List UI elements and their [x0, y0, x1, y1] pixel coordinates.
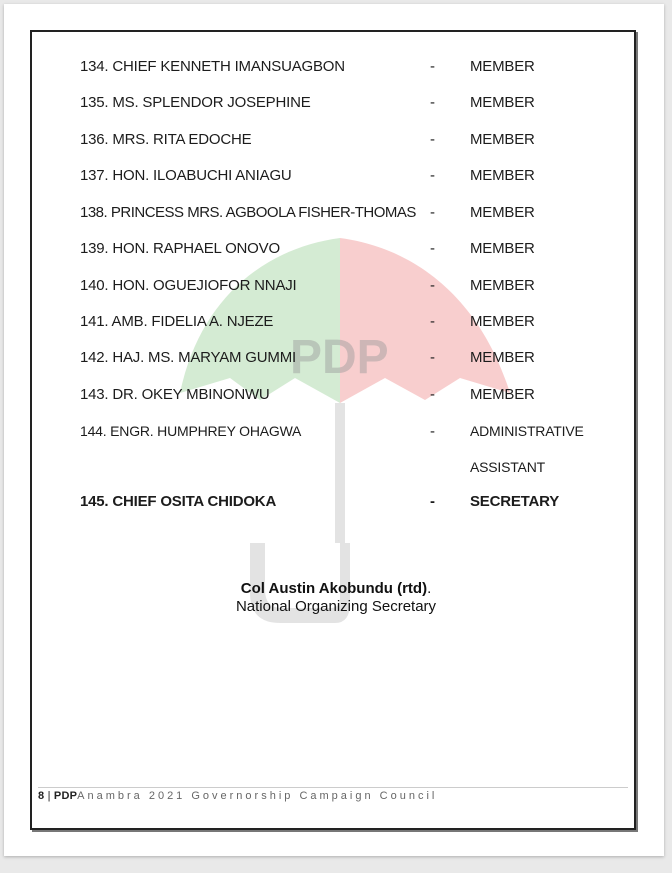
member-role: SECRETARY [470, 493, 560, 510]
page-number: 8 [38, 790, 45, 802]
footer-divider [38, 787, 628, 788]
signatory-title: National Organizing Secretary [235, 598, 437, 615]
member-role: MEMBER [470, 167, 535, 184]
member-role: MEMBER [470, 349, 535, 366]
signatory-name: Col Austin Akobundu (rtd) [240, 580, 428, 597]
member-entry: 140. HON. OGUEJIOFOR NNAJI [80, 277, 297, 294]
footer-text: Anambra 2021 Governorship Campaign Council [77, 790, 438, 802]
watermark-pdp-text: PDP [290, 331, 389, 384]
member-role: MEMBER [470, 386, 535, 403]
separator-dash: - [430, 167, 435, 184]
member-role: MEMBER [470, 313, 535, 330]
page-footer [38, 790, 437, 802]
member-entry: 138. PRINCESS MRS. AGBOOLA FISHER-THOMAS [80, 204, 416, 221]
signature-name-line [0, 580, 672, 598]
member-entry: 144. ENGR. HUMPHREY OHAGWA [80, 423, 302, 439]
signatory-period: . [427, 580, 432, 597]
footer-brand: PDP [53, 790, 78, 802]
member-role: MEMBER [470, 277, 535, 294]
separator-dash: - [430, 493, 435, 510]
member-entry: 145. CHIEF OSITA CHIDOKA [80, 493, 277, 510]
member-role: MEMBER [470, 240, 535, 257]
member-entry: 139. HON. RAPHAEL ONOVO [80, 240, 280, 257]
member-entry: 135. MS. SPLENDOR JOSEPHINE [80, 94, 311, 111]
separator-dash: - [430, 131, 435, 148]
member-entry: 142. HAJ. MS. MARYAM GUMMI [80, 349, 296, 366]
member-role: MEMBER [470, 131, 535, 148]
separator-dash: - [430, 313, 435, 330]
member-role: MEMBER [470, 94, 535, 111]
separator-dash: - [430, 277, 435, 294]
member-entry: 143. DR. OKEY MBINONWU [80, 386, 270, 403]
member-role-line2: ASSISTANT [470, 459, 545, 475]
member-role: MEMBER [470, 204, 535, 221]
separator-dash: - [430, 94, 435, 111]
footer-separator: | [47, 790, 51, 802]
separator-dash: - [430, 204, 435, 221]
member-role-line1: ADMINISTRATIVE [470, 423, 584, 439]
member-entry: 137. HON. ILOABUCHI ANIAGU [80, 167, 292, 184]
member-role: MEMBER [470, 58, 535, 75]
separator-dash: - [430, 386, 435, 403]
member-entry: 136. MRS. RITA EDOCHE [80, 131, 252, 148]
member-entry: 141. AMB. FIDELIA A. NJEZE [80, 313, 274, 330]
member-entry: 134. CHIEF KENNETH IMANSUAGBON [80, 58, 345, 75]
separator-dash: - [430, 240, 435, 257]
separator-dash: - [430, 349, 435, 366]
separator-dash: - [430, 58, 435, 75]
separator-dash: - [430, 423, 435, 440]
